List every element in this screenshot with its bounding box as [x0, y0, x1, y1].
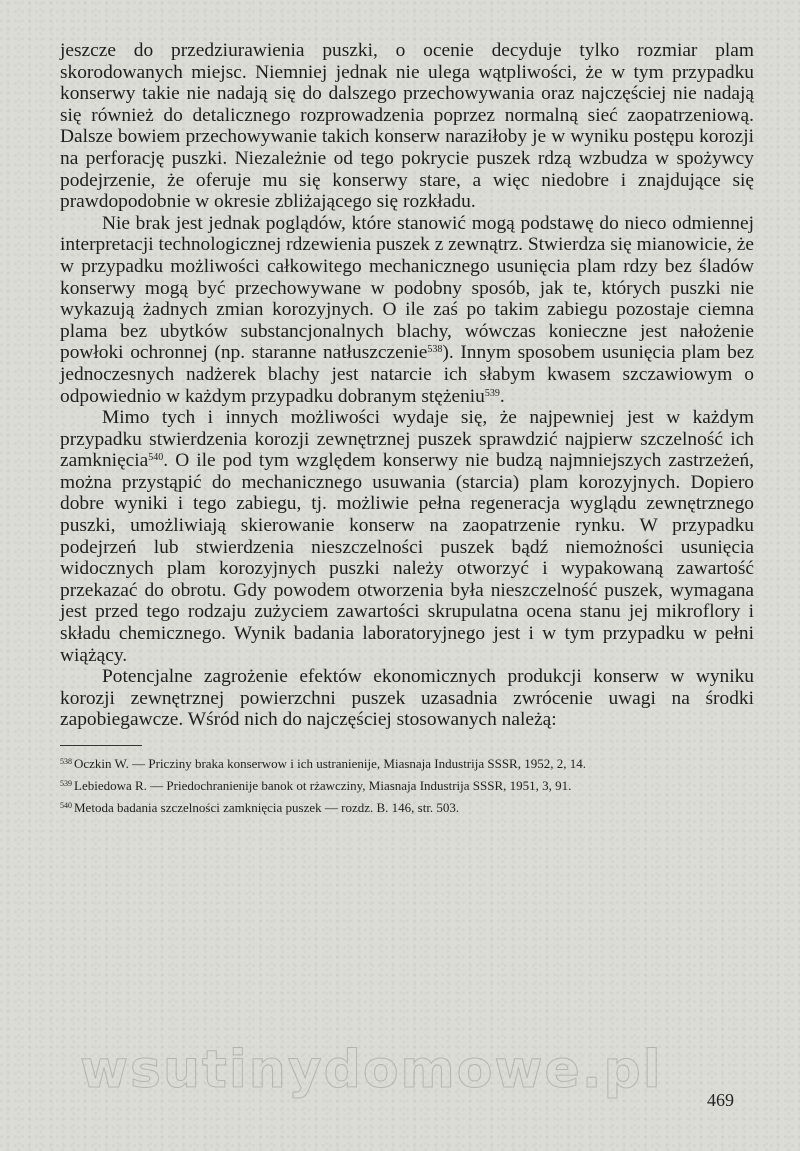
body-text	[60, 40, 754, 818]
paragraph	[60, 40, 754, 213]
footnote-number: 540	[60, 801, 72, 810]
footnote-text: Metoda badania szczelności zamknięcia puszek — rozdz. B. 146, str. 503.	[74, 800, 460, 815]
paragraph-text: Potencjalne zagrożenie efektów ekonomicznych produkcji konserw w wyniku korozji zewnętrznej powierzchni puszek uzasadnia zwrócenie uwagi na środki zapobiegawcze. Wśród nich do najczęściej stosowanych należą:	[60, 666, 754, 731]
footnote-rule	[60, 745, 142, 746]
paragraphs	[60, 40, 754, 731]
footnote-number: 538	[60, 757, 72, 766]
page-number: 469	[707, 1090, 734, 1110]
footnote-ref: 538	[427, 344, 443, 356]
footnote-text: Oczkin W. — Pricziny braka konserwow i ich ustranienije, Miasnaja Industrija SSSR, 1952, 2, 14.	[74, 756, 586, 771]
paragraph	[60, 666, 754, 731]
footnotes	[60, 752, 754, 818]
footnote	[60, 796, 754, 818]
paragraph-text: jeszcze do przedziurawienia puszki, o ocenie decyduje tylko rozmiar plam skorodowanych miejsc. Niemniej jednak nie ulega wątpliwości, że w tym przypadku konserwy takie nie nadają się do dalszego przechowywania oraz najczęściej nie nadają się również do detalicznego rozprowadzenia poprzez normalną sieć zaopatrzeniową. Dalsze bowiem przechowywanie takich konserw naraziłoby je w wyniku postępu korozji na perforację puszki. Niezależnie od tego pokrycie puszek rdzą wzbudza w spożywcy podejrzenie, że oferuje mu się konserwy stare, a więc niedobre i znajdujące się prawdopodobnie w okresie zbliżającego się rozkładu.	[60, 40, 754, 213]
paragraph	[60, 213, 754, 407]
footnote-ref: 539	[484, 387, 500, 399]
footnote	[60, 774, 754, 796]
paragraph-text: . O ile pod tym względem konserwy nie budzą najmniejszych zastrzeżeń, można przystąpić do mechanicznego usuwania (starcia) plam korozyjnych. Dopiero dobre wyniki i tego zabiegu, tj. możliwie pełna regeneracja wyglądu zewnętrznego puszki, umożliwiają skierowanie konserw na zaopatrzenie rynku. W przypadku podejrzeń lub stwierdzenia nieszczelności puszek bądź niemożności usunięcia widocznych plam korozyjnych puszki należy otworzyć i wypakowaną zawartość przekazać do obrotu. Gdy powodem otworzenia była nieszczelność puszek, wymagana jest przed tego rodzaju zużyciem zawartości skrupulatna ocena stanu jej mikroflory i składu chemicznego. Wynik badania laboratoryjnego jest i w tym przypadku w pełni wiążący.	[60, 450, 754, 666]
paragraph-text: .	[499, 385, 505, 407]
paragraph-text: Mimo tych i innych możliwości wydaje się, że najpewniej jest w każdym przypadku stwierdzenia korozji zewnętrznej puszek sprawdzić najpierw szczelność ich zamknięcia	[60, 407, 754, 472]
footnote-text: Lebiedowa R. — Priedochranienije banok ot rżawcziny, Miasnaja Industrija SSSR, 1951, 3, 91.	[74, 778, 572, 793]
paragraph-text: Nie brak jest jednak poglądów, które stanowić mogą podstawę do nieco odmiennej interpretacji technologicznej rdzewienia puszek z zewnątrz. Stwierdza się mianowicie, że w przypadku możliwości całkowitego mechanicznego usunięcia plam rdzy bez śladów konserwy mogą być przechowywane w podobny sposób, jak te, których puszki nie wykazują żadnych zmian korozyjnych. O ile zaś po takim zabiegu pozostaje ciemna plama bez ubytków substancjonalnych blachy, wówczas konieczne jest nałożenie powłoki ochronnej (np. staranne natłuszczenie	[60, 212, 754, 364]
footnote-ref: 540	[148, 452, 164, 464]
paragraph	[60, 407, 754, 666]
footnote	[60, 752, 754, 774]
footnote-number: 539	[60, 779, 72, 788]
paragraph-text: ). Innym sposobem usunięcia plam bez jednoczesnych nadżerek blachy jest natarcie ich słabym kwasem szczawiowym o odpowiednio w każdym przypadku dobranym stężeniu	[60, 342, 754, 407]
watermark: wsutinydomowe.pl	[80, 1040, 663, 1100]
